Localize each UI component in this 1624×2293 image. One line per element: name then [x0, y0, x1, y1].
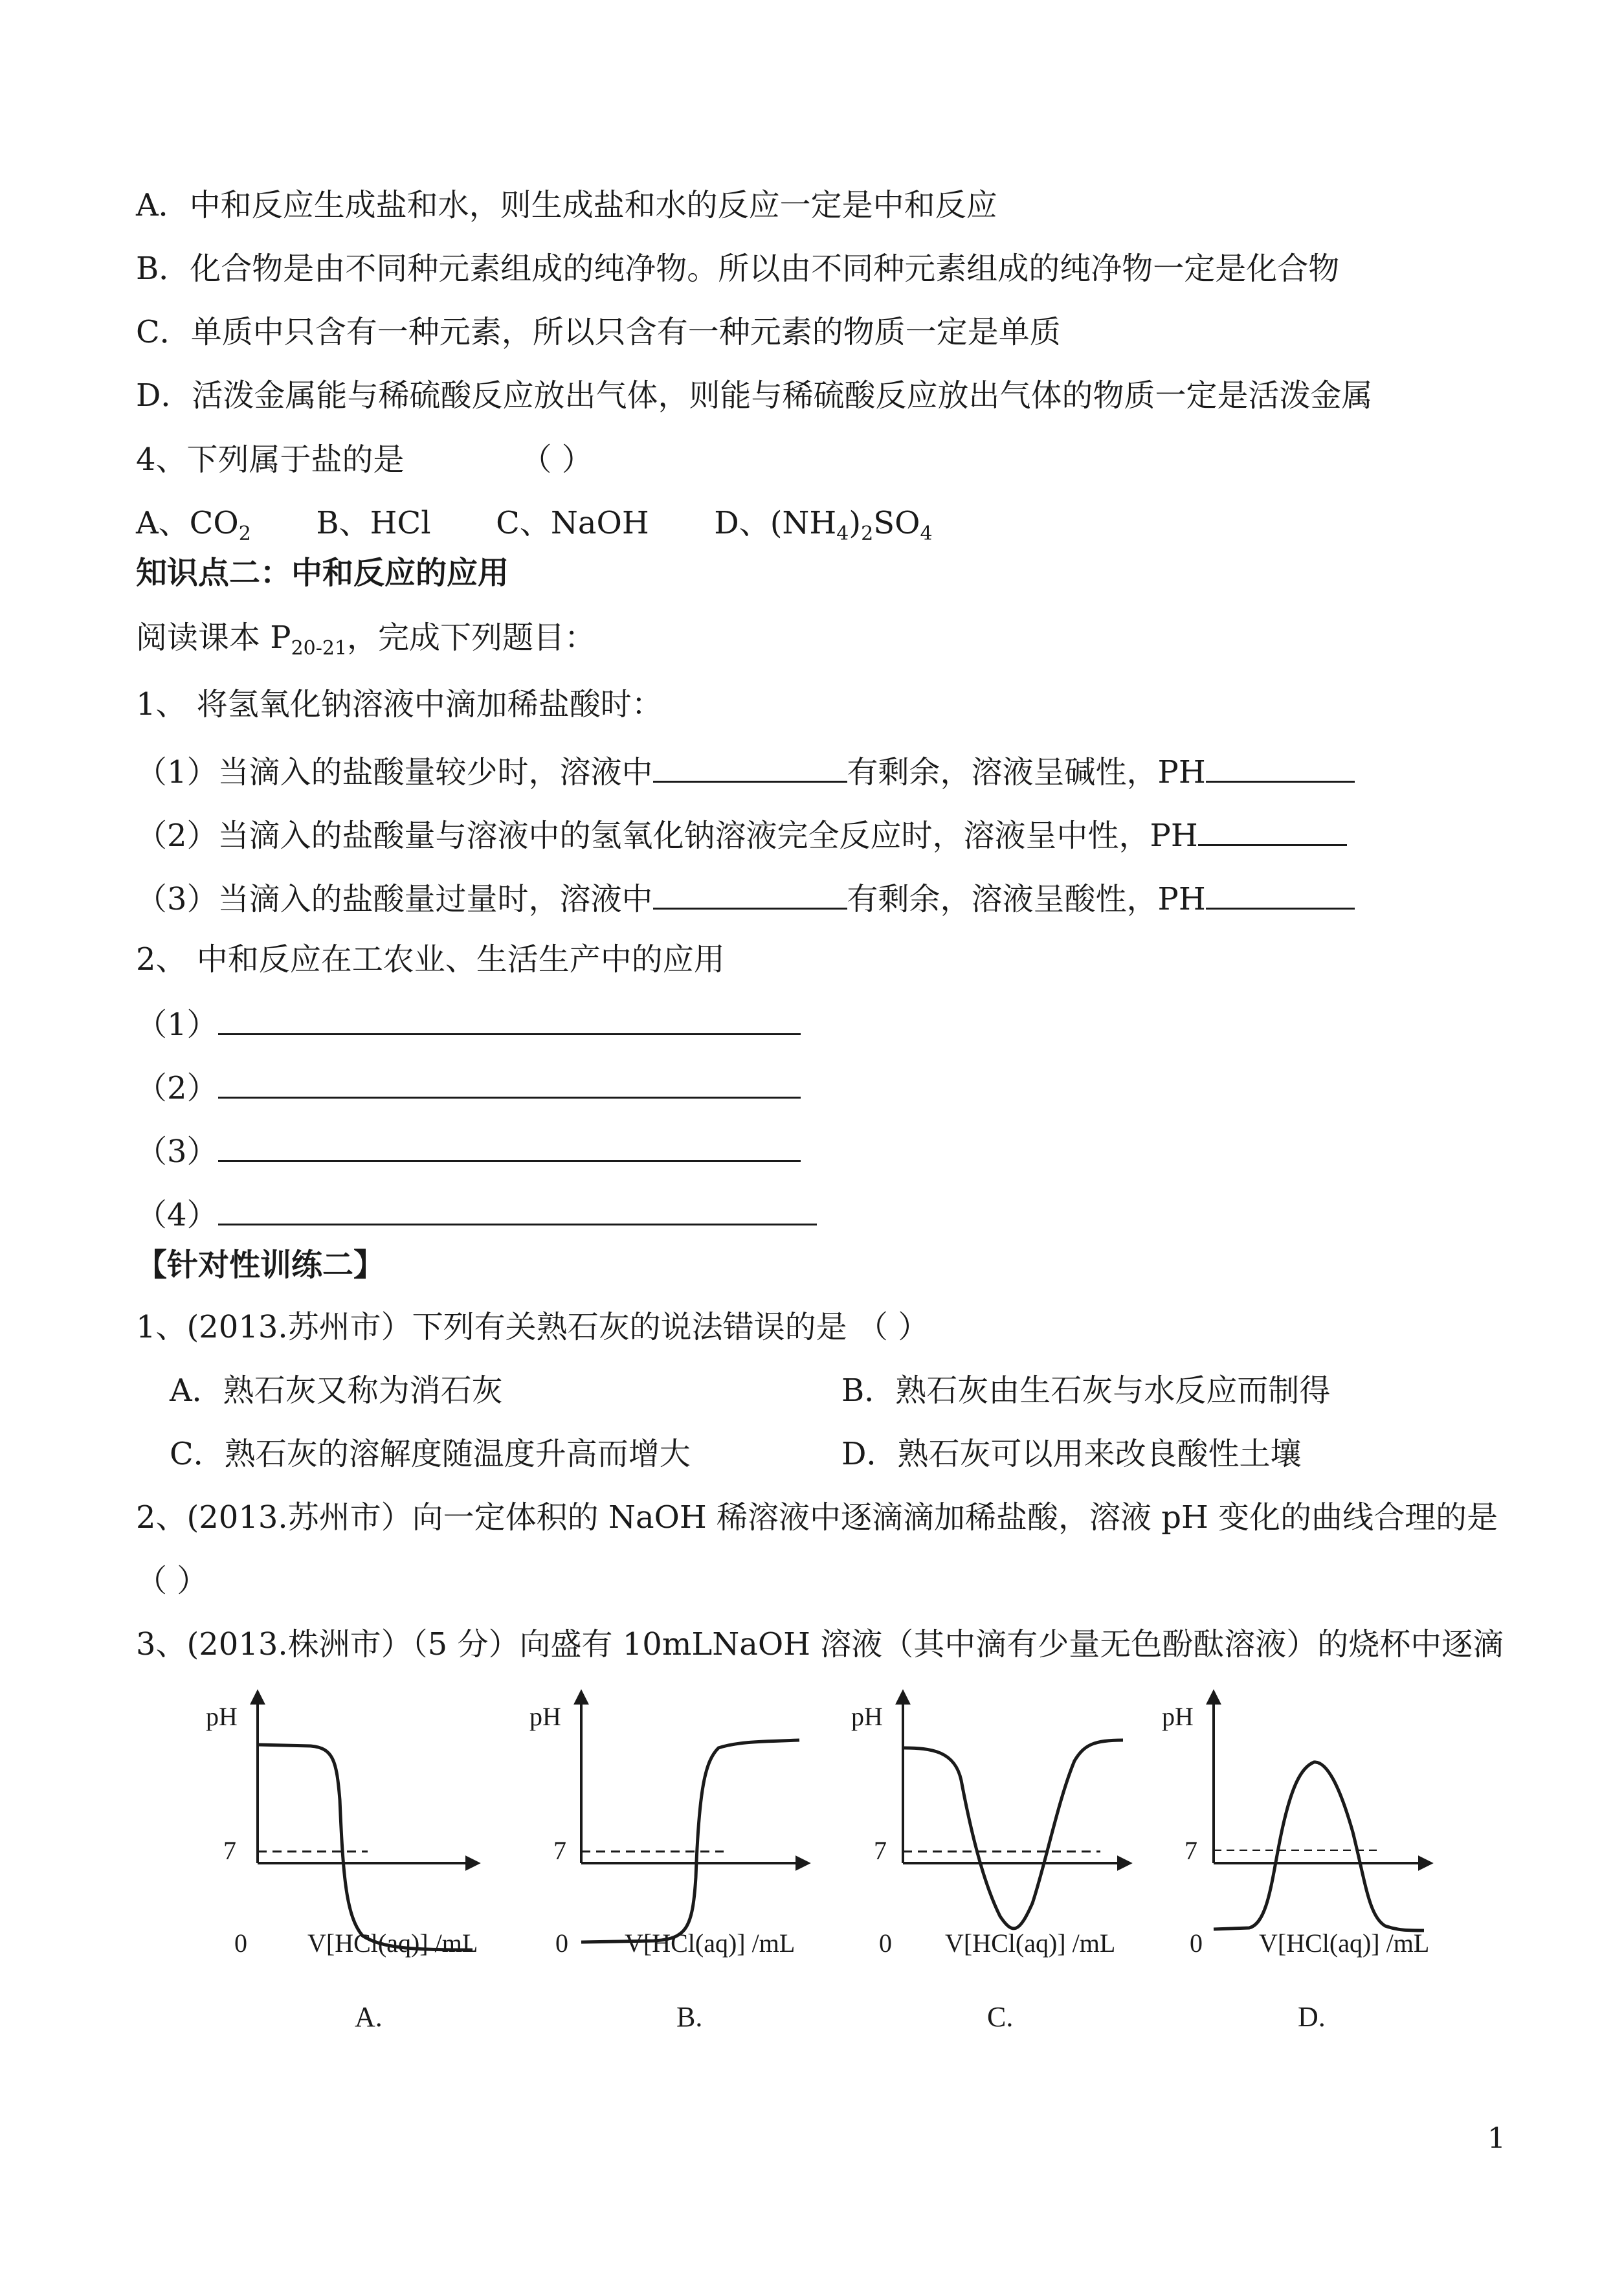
graph-c-y-label: pH	[851, 1702, 883, 1731]
graph-d-origin-label: 0	[1190, 1929, 1203, 1958]
graph-a[interactable]	[206, 940, 478, 2033]
graph-c-panel-label: C.	[987, 2001, 1014, 2033]
graph-d-y-label: pH	[1162, 1702, 1194, 1731]
q4-answer-paren: （ ）	[520, 442, 593, 478]
graph-b-seven-label: 7	[553, 1836, 566, 1865]
sub-question-2: （2）当滴入的盐酸量与溶液中的氢氧化钠溶液完全反应时，溶液呈中性，PH	[136, 814, 1347, 855]
graph-c[interactable]	[851, 1692, 1129, 2033]
application-line-4: （4）	[136, 1194, 817, 1235]
graph-c-x-label: V[HCl(aq)] /mL	[945, 1929, 1116, 1958]
training-q1-stem: 1、(2013.苏州市）下列有关熟石灰的说法错误的是 （ ）	[136, 1309, 929, 1345]
q3-option-c: C．单质中只含有一种元素，所以只含有一种元素的物质一定是单质	[136, 314, 1061, 350]
application-line-2: （2）	[136, 1067, 801, 1108]
graph-c-curve	[903, 1740, 1123, 1929]
graph-d[interactable]	[1162, 1692, 1430, 2033]
graph-b-origin-label: 0	[555, 1929, 568, 1958]
graph-d-x-label: V[HCl(aq)] /mL	[1259, 1929, 1430, 1958]
q4-option-d: D、$(NH_4)_2SO_4$	[714, 505, 933, 545]
training-q2-stem: 2、(2013.苏州市）向一定体积的 NaOH 稀溶液中逐滴滴加稀盐酸，溶液 pH 变化的曲线合理的是	[136, 1499, 1498, 1536]
training-q1-option-b: B．熟石灰由生石灰与水反应而制得	[841, 1372, 1331, 1409]
application-line-3: （3）	[136, 1130, 801, 1171]
graph-b[interactable]	[529, 1692, 808, 2033]
section2-reading: 阅读课本 $P_{20-21}$，完成下列题目：	[136, 620, 596, 660]
q4-option-b: B、HCl	[316, 505, 431, 541]
q4-option-c: C、NaOH	[496, 505, 649, 541]
graph-b-curve	[581, 1740, 799, 1942]
graph-a-seven-label: 7	[223, 1836, 236, 1865]
graph-d-panel-label: D.	[1298, 2001, 1326, 2033]
training-q1-option-c: C．熟石灰的溶解度随温度升高而增大	[170, 1436, 691, 1472]
graph-b-y-label: pH	[529, 1702, 561, 1731]
graph-c-origin-label: 0	[879, 1929, 892, 1958]
q4-stem-text: 4、下列属于盐的是	[136, 442, 405, 478]
training-q1-option-d: D．熟石灰可以用来改良酸性土壤	[841, 1436, 1302, 1472]
graph-a-origin-label: 0	[234, 1929, 247, 1958]
graph-a-y-label: pH	[206, 1702, 238, 1731]
application-line-1: （1）	[136, 1003, 801, 1044]
q3-option-b: B．化合物是由不同种元素组成的纯净物。所以由不同种元素组成的纯净物一定是化合物	[136, 251, 1340, 287]
graph-c-seven-label: 7	[874, 1836, 887, 1865]
page-number: 1	[1487, 2122, 1506, 2155]
q4-option-a: A、$CO_2$	[136, 505, 251, 545]
graph-d-curve	[1214, 1762, 1424, 1930]
graph-d-seven-label: 7	[1185, 1836, 1197, 1865]
q3-option-d: D．活泼金属能与稀硫酸反应放出气体，则能与稀硫酸反应放出气体的物质一定是活泼金属	[136, 377, 1373, 414]
graph-a-x-label: V[HCl(aq)] /mL	[307, 1929, 478, 1958]
graph-a-curve	[258, 1745, 473, 1950]
section2-item2: 2、 中和反应在工农业、生活生产中的应用	[136, 941, 725, 978]
training-q3-stem: 3、(2013.株洲市）（5 分）向盛有 10mLNaOH 溶液（其中滴有少量无色酚酞溶液）的烧杯中逐滴	[136, 1626, 1504, 1662]
graph-b-panel-label: B.	[676, 2001, 703, 2033]
graph-b-x-label: V[HCl(aq)] /mL	[625, 1929, 795, 1958]
sub-question-3: （3）当滴入的盐酸量过量时，溶液中 有剩余，溶液呈酸性，PH	[136, 878, 1355, 919]
graph-a-panel-label: A.	[355, 2001, 383, 2033]
section2-item1: 1、 将氢氧化钠溶液中滴加稀盐酸时：	[136, 686, 663, 722]
training-title: 【针对性训练二】	[136, 1247, 385, 1283]
section2-title: 知识点二：中和反应的应用	[136, 555, 509, 591]
sub-question-1: （1）当滴入的盐酸量较少时，溶液中 有剩余，溶液呈碱性，PH	[136, 751, 1355, 792]
training-q1-option-a: A．熟石灰又称为消石灰	[170, 1372, 503, 1409]
q3-option-a: A．中和反应生成盐和水，则生成盐和水的反应一定是中和反应	[136, 187, 997, 223]
training-q2-paren: （ ）	[136, 1563, 208, 1599]
